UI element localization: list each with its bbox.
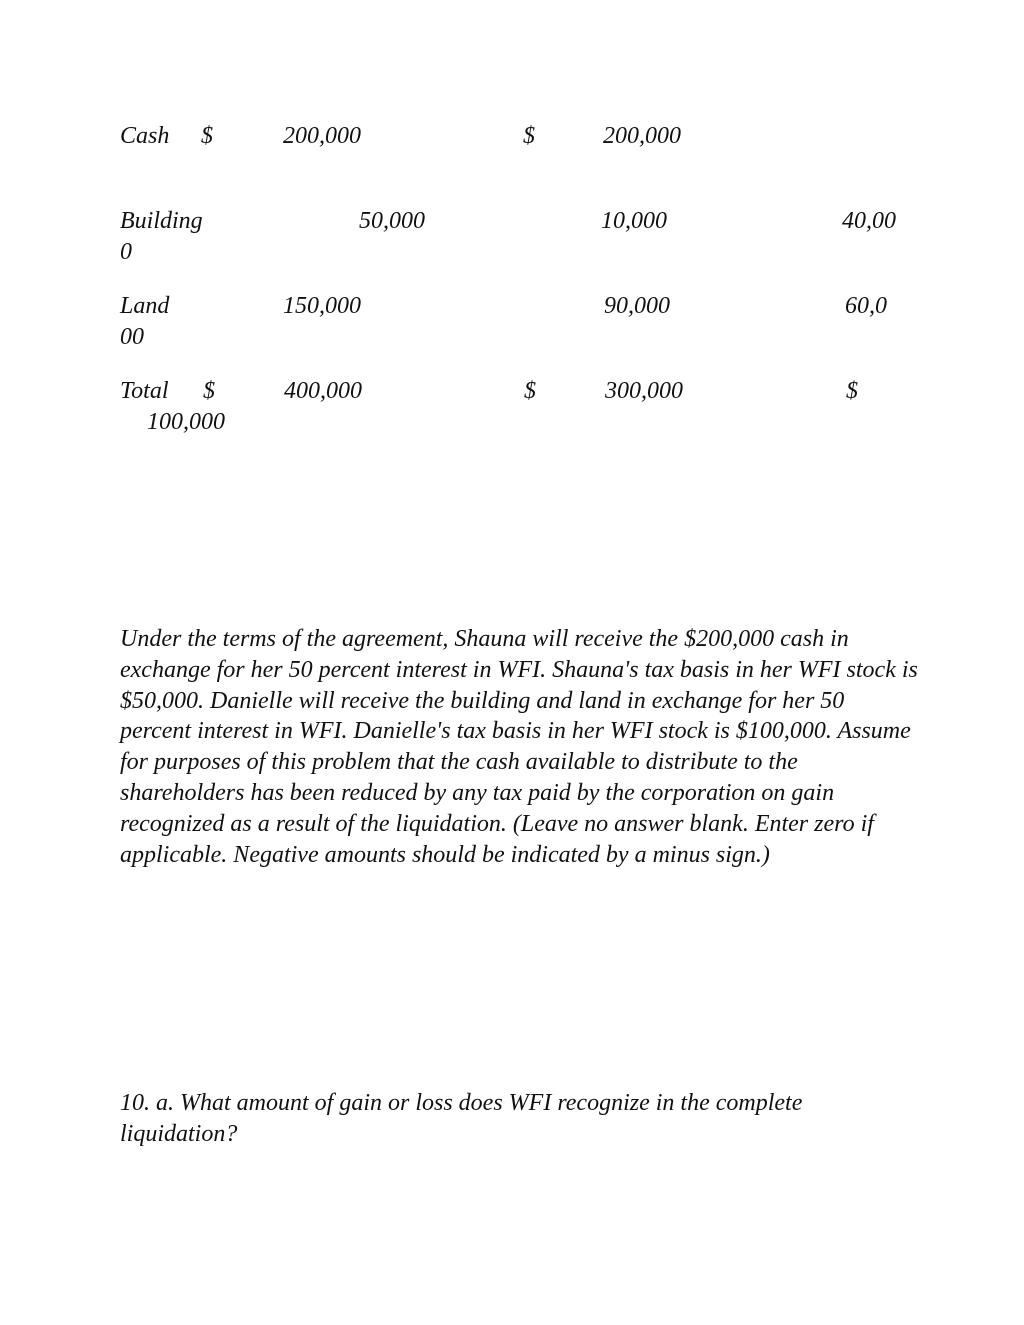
row-label-land: Land	[120, 293, 170, 319]
total-gain-value: 100,000	[147, 409, 225, 435]
total-gain-dollar-sign: $	[846, 378, 858, 404]
building-gain-value: 40,00	[842, 208, 896, 234]
row-label-cash: Cash	[120, 123, 170, 149]
total-fmv-value: 400,000	[284, 378, 362, 404]
land-fmv-value: 150,000	[283, 293, 361, 319]
row-label-building: Building	[120, 208, 203, 234]
total-basis-value: 300,000	[605, 378, 683, 404]
cash-basis-value: 200,000	[603, 123, 681, 149]
land-basis-value: 90,000	[604, 293, 670, 319]
total-fmv-dollar-sign: $	[203, 378, 215, 404]
cash-basis-dollar-sign: $	[523, 123, 535, 149]
land-gain-value: 60,0	[845, 293, 887, 319]
land-gain-value-wrap: 00	[120, 324, 144, 350]
cash-fmv-dollar-sign: $	[201, 123, 213, 149]
problem-description: Under the terms of the agreement, Shauna will receive the $200,000 cash in exchange for her 50 percent interest in WFI. Shauna's tax basis in her WFI stock is $50,000. Danielle will receive the building and land in exchange for her 50 percent interest in WFI. Danielle's tax basis in her WFI stock is $100,000. Assume for purposes of this problem that the cash available to distribute to the shareholders has been reduced by any tax paid by the corporation on gain recognized as a result of the liquidation. (Leave no answer blank. Enter zero if applicable. Negative amounts should be indicated by a minus sign.)	[120, 626, 918, 868]
building-basis-value: 10,000	[601, 208, 667, 234]
question-10a: 10. a. What amount of gain or loss does WFI recognize in the complete liquidation?	[120, 1090, 803, 1147]
building-gain-value-wrap: 0	[120, 239, 132, 265]
building-fmv-value: 50,000	[359, 208, 425, 234]
row-label-total: Total	[120, 378, 169, 404]
cash-fmv-value: 200,000	[283, 123, 361, 149]
total-basis-dollar-sign: $	[524, 378, 536, 404]
